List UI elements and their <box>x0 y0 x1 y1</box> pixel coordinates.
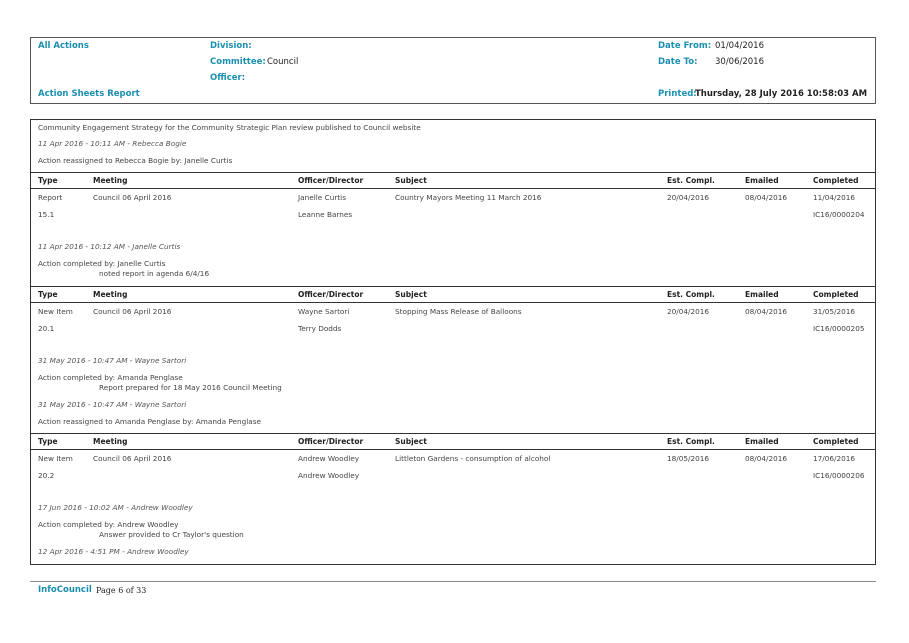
col-subject-header: Subject <box>395 437 427 446</box>
action-type: Report <box>38 193 63 202</box>
col-officer-header: Officer/Director <box>298 290 364 299</box>
action-est: 18/05/2016 <box>667 454 710 463</box>
footer-brand: InfoCouncil <box>38 585 92 595</box>
action-item: 20.1 <box>38 324 55 333</box>
all-actions-label: All Actions <box>38 41 89 51</box>
action-meeting: Council 06 April 2016 <box>93 193 172 202</box>
action-ref: IC16/0000204 <box>813 210 865 219</box>
action-officer: Janelle Curtis <box>298 193 347 202</box>
col-completed-header: Completed <box>813 437 859 446</box>
action-officer: Andrew Woodley <box>298 454 360 463</box>
col-completed-header: Completed <box>813 290 859 299</box>
divider <box>31 302 875 303</box>
col-officer-header: Officer/Director <box>298 437 364 446</box>
committee-value: Council <box>267 57 299 67</box>
action-director: Terry Dodds <box>298 324 342 333</box>
note-heading: 17 Jun 2016 - 10:02 AM - Andrew Woodley <box>38 503 193 512</box>
action-title: Community Engagement Strategy for the Community Strategic Plan review published to Council website <box>38 123 421 132</box>
action-subject: Stopping Mass Release of Balloons <box>395 307 522 316</box>
date-to-label: Date To: <box>658 57 698 67</box>
division-label: Division: <box>210 41 252 51</box>
note-line2: noted report in agenda 6/4/16 <box>99 269 210 278</box>
note-text: Action reassigned to Rebecca Bogie by: Janelle Curtis <box>38 156 233 165</box>
action-officer: Wayne Sartori <box>298 307 350 316</box>
note-heading: 31 May 2016 - 10:47 AM - Wayne Sartori <box>38 356 187 365</box>
col-est-header: Est. Compl. <box>667 290 715 299</box>
divider <box>31 449 875 450</box>
note-heading: 11 Apr 2016 - 10:12 AM - Janelle Curtis <box>38 242 181 251</box>
divider <box>31 286 875 287</box>
action-ref: IC16/0000205 <box>813 324 865 333</box>
action-type: New Item <box>38 454 73 463</box>
col-subject-header: Subject <box>395 176 427 185</box>
col-emailed-header: Emailed <box>745 176 779 185</box>
note-line1: Action reassigned to Amanda Penglase by: Amanda Penglase <box>38 417 262 426</box>
printed-label: Printed: <box>658 89 697 99</box>
col-type-header: Type <box>38 437 58 446</box>
col-meeting-header: Meeting <box>93 290 128 299</box>
note-line2: Report prepared for 18 May 2016 Council Meeting <box>99 383 282 392</box>
col-emailed-header: Emailed <box>745 290 779 299</box>
report-header <box>30 37 876 104</box>
action-completed: 11/04/2016 <box>813 193 856 202</box>
col-est-header: Est. Compl. <box>667 176 715 185</box>
action-completed: 17/06/2016 <box>813 454 856 463</box>
date-from-label: Date From: <box>658 41 712 51</box>
action-emailed: 08/04/2016 <box>745 193 788 202</box>
report-title: Action Sheets Report <box>38 89 140 99</box>
action-item: 15.1 <box>38 210 55 219</box>
action-item: 20.2 <box>38 471 55 480</box>
footer-page-number: Page 6 of 33 <box>96 586 147 595</box>
committee-label: Committee: <box>210 57 266 67</box>
action-subject: Littleton Gardens - consumption of alcohol <box>395 454 551 463</box>
date-to-value: 30/06/2016 <box>715 57 764 67</box>
note-line2: Answer provided to Cr Taylor's question <box>99 530 244 539</box>
action-ref: IC16/0000206 <box>813 471 865 480</box>
col-completed-header: Completed <box>813 176 859 185</box>
note-heading: 12 Apr 2016 - 4:51 PM - Andrew Woodley <box>38 547 189 556</box>
action-est: 20/04/2016 <box>667 307 710 316</box>
actions-body <box>30 119 876 565</box>
action-type: New Item <box>38 307 73 316</box>
action-emailed: 08/04/2016 <box>745 454 788 463</box>
divider <box>31 433 875 434</box>
col-meeting-header: Meeting <box>93 176 128 185</box>
footer-divider <box>30 581 876 582</box>
col-subject-header: Subject <box>395 290 427 299</box>
divider <box>31 172 875 173</box>
printed-value: Thursday, 28 July 2016 10:58:03 AM <box>695 89 868 99</box>
col-meeting-header: Meeting <box>93 437 128 446</box>
note-line1: Action completed by: Amanda Penglase <box>38 373 183 382</box>
action-est: 20/04/2016 <box>667 193 710 202</box>
date-from-value: 01/04/2016 <box>715 41 764 51</box>
col-emailed-header: Emailed <box>745 437 779 446</box>
officer-label: Officer: <box>210 73 246 83</box>
note-line1: Action completed by: Andrew Woodley <box>38 520 179 529</box>
divider <box>31 188 875 189</box>
col-est-header: Est. Compl. <box>667 437 715 446</box>
col-type-header: Type <box>38 290 58 299</box>
action-subject: Country Mayors Meeting 11 March 2016 <box>395 193 542 202</box>
action-completed: 31/05/2016 <box>813 307 856 316</box>
note-line1: Action completed by: Janelle Curtis <box>38 259 166 268</box>
action-meeting: Council 06 April 2016 <box>93 454 172 463</box>
action-emailed: 08/04/2016 <box>745 307 788 316</box>
col-type-header: Type <box>38 176 58 185</box>
col-officer-header: Officer/Director <box>298 176 364 185</box>
note-heading: 11 Apr 2016 - 10:11 AM - Rebecca Bogie <box>38 139 187 148</box>
note-heading: 31 May 2016 - 10:47 AM - Wayne Sartori <box>38 400 187 409</box>
action-meeting: Council 06 April 2016 <box>93 307 172 316</box>
action-director: Andrew Woodley <box>298 471 360 480</box>
action-director: Leanne Barnes <box>298 210 353 219</box>
